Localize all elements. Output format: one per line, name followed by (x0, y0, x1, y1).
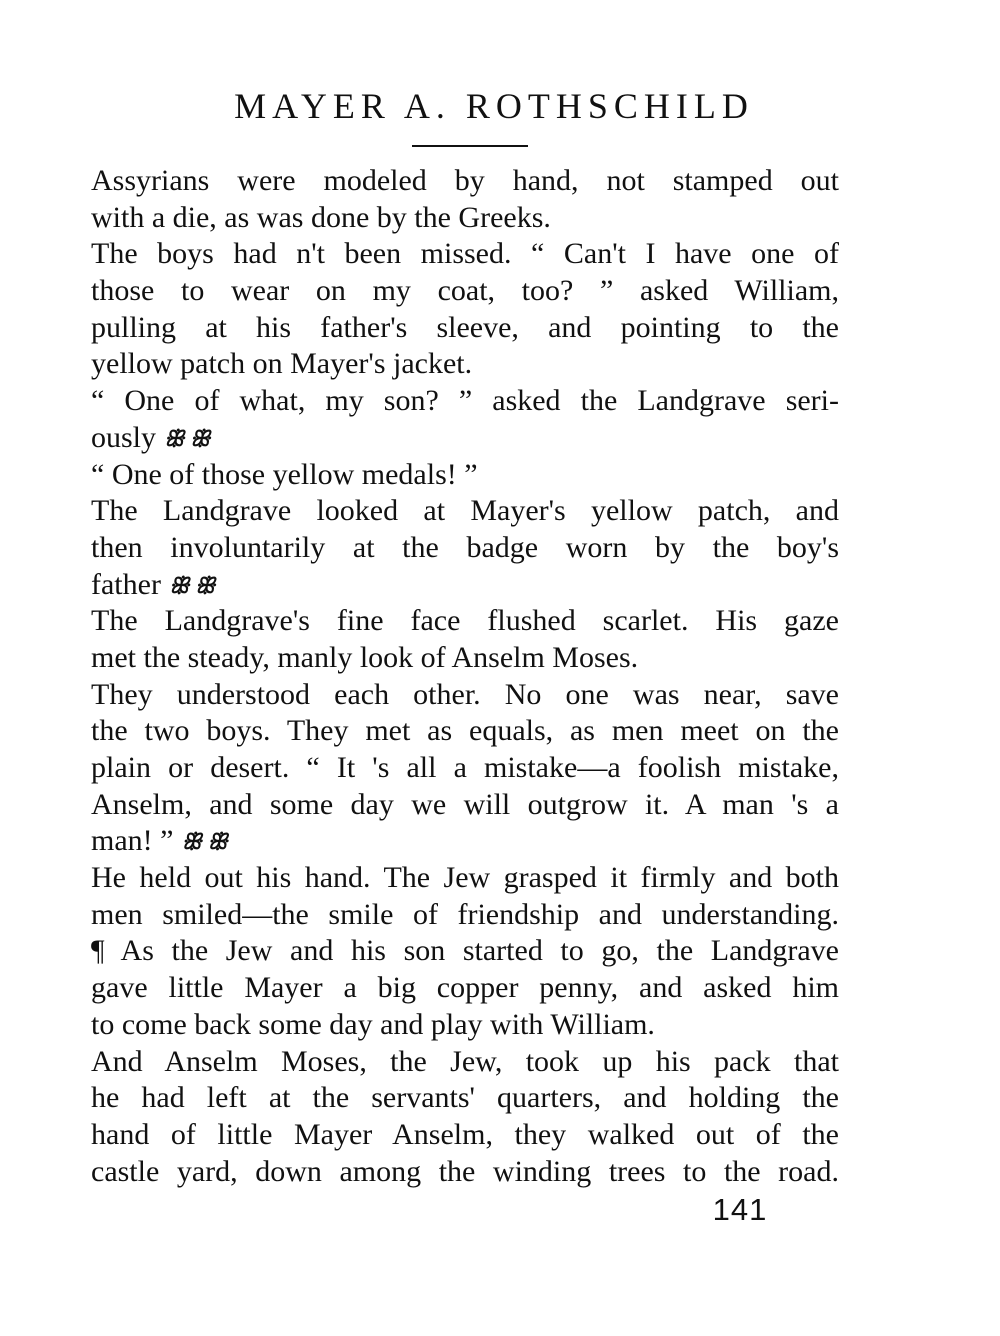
text-line: And Anselm Moses, the Jew, took up his pack that (91, 1044, 839, 1078)
text-line: “ One of those yellow medals! ” (91, 457, 478, 491)
page-number: 141 (712, 1192, 768, 1227)
ornament-icon: ꕥ ꕥ (181, 829, 228, 855)
ornament-icon: ꕥ ꕥ (164, 425, 211, 451)
text-line: ¶ As the Jew and his son started to go, the Landgrave (91, 934, 839, 968)
text-line: castle yard, down among the winding trees to the road. (91, 1154, 839, 1188)
text-line (91, 823, 839, 860)
text-line: They understood each other. No one was near, save (91, 677, 839, 711)
text-line: pulling at his father's sleeve, and pointing to the (91, 310, 839, 344)
body-text (91, 163, 839, 1190)
line-text: man! ” (91, 824, 174, 858)
text-line (91, 567, 839, 604)
text-line: The Landgrave looked at Mayer's yellow patch, and (91, 494, 839, 528)
text-line: “ One of what, my son? ” asked the Landgrave seri- (91, 384, 839, 418)
ornament-icon: ꕥ ꕥ (168, 572, 216, 598)
text-line: yellow patch on Mayer's jacket. (91, 347, 473, 381)
text-line: men smiled—the smile of friendship and understanding. (91, 897, 839, 931)
text-line: then involuntarily at the badge worn by the boy's (91, 530, 839, 564)
running-head: MAYER A. ROTHSCHILD (234, 86, 754, 126)
text-line: to come back some day and play with William. (91, 1007, 655, 1041)
text-line: The Landgrave's fine face flushed scarlet. His gaze (91, 604, 839, 638)
text-line: He held out his hand. The Jew grasped it firmly and both (91, 861, 839, 895)
text-line: he had left at the servants' quarters, and holding the (91, 1081, 839, 1115)
text-line: those to wear on my coat, too? ” asked William, (91, 274, 839, 308)
text-line (91, 420, 839, 457)
text-line: Anselm, and some day we will outgrow it. A man 's a (91, 787, 839, 821)
text-line: gave little Mayer a big copper penny, and asked him (91, 971, 839, 1005)
line-text: ously (91, 420, 157, 454)
head-rule (412, 145, 528, 147)
text-line: the two boys. They met as equals, as men meet on the (91, 714, 839, 748)
text-line: with a die, as was done by the Greeks. (91, 200, 551, 234)
text-line: Assyrians were modeled by hand, not stamped out (91, 164, 839, 197)
line-text: father (91, 567, 161, 601)
text-line: plain or desert. “ It 's all a mistake—a foolish mistake, (91, 751, 839, 784)
text-line: hand of little Mayer Anselm, they walked out of the (91, 1117, 839, 1151)
text-line: met the steady, manly look of Anselm Moses. (91, 640, 639, 674)
text-line: The boys had n't been missed. “ Can't I have one of (91, 237, 839, 271)
